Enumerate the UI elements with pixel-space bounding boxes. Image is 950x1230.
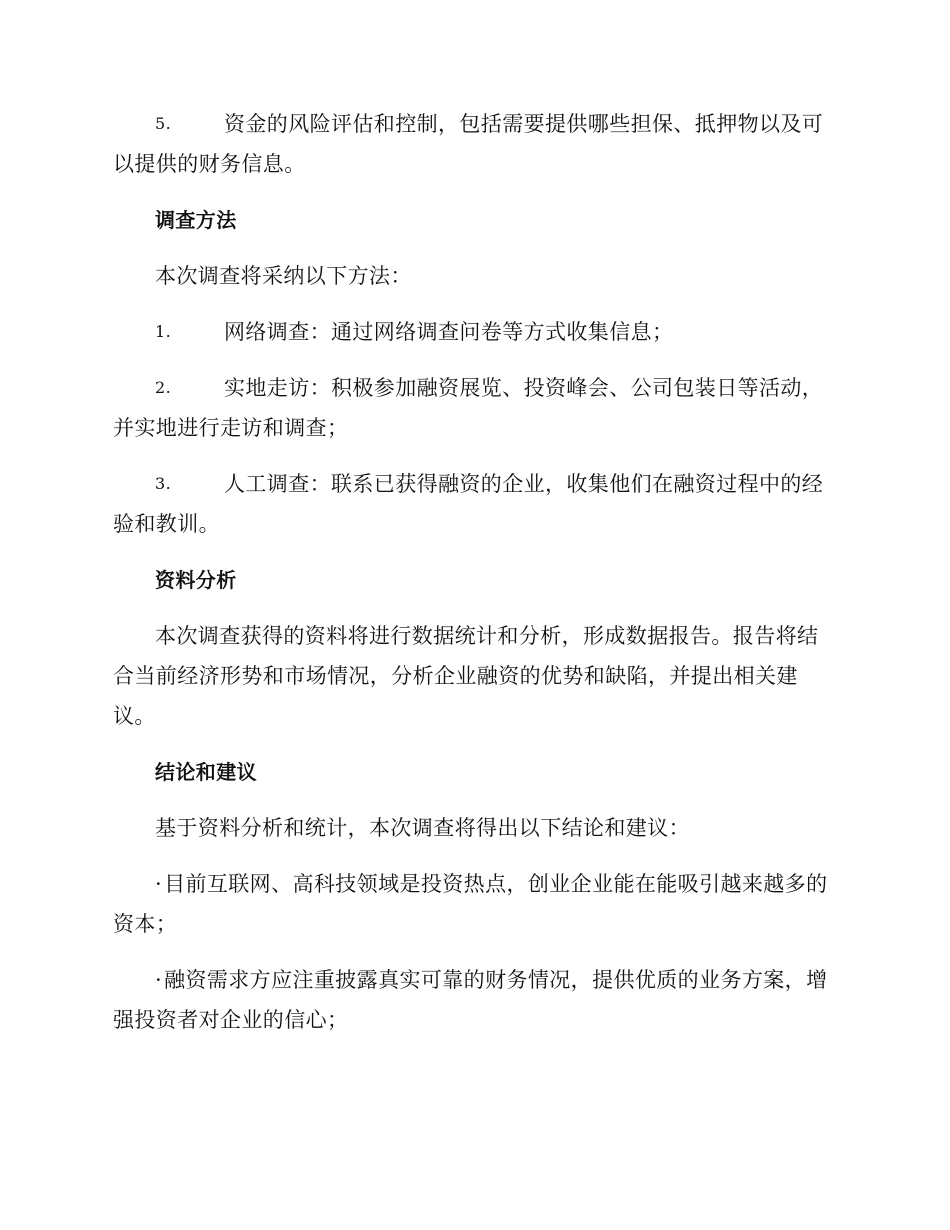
section-heading-methods: 调查方法: [155, 208, 237, 232]
item-number: 2.: [155, 378, 172, 397]
numbered-item-2: [113, 368, 835, 448]
numbered-item-1: [113, 312, 835, 352]
section-heading-conclusions: 结论和建议: [155, 760, 257, 784]
numbered-item-3: [113, 464, 835, 544]
bullet-marker: ·: [155, 872, 163, 896]
item-number: 5.: [155, 114, 172, 133]
bullet-item-1: [113, 864, 835, 944]
item-number: 3.: [155, 474, 172, 493]
methods-intro: 本次调查将采纳以下方法：: [155, 264, 412, 288]
document-body: [113, 104, 835, 1056]
item-number: 1.: [155, 322, 172, 341]
analysis-body: 本次调查获得的资料将进行数据统计和分析，形成数据报告。报告将结合当前经济形势和市场情况，分析企业融资的优势和缺陷，并提出相关建议。: [113, 624, 819, 728]
item-text: 人工调查：联系已获得融资的企业，收集他们在融资过程中的经验和教训。: [113, 472, 824, 536]
section-heading-analysis: 资料分析: [155, 568, 237, 592]
numbered-item-5: [113, 104, 835, 184]
item-text: 实地走访：积极参加融资展览、投资峰会、公司包装日等活动，并实地进行走访和调查；: [113, 376, 824, 440]
conclusions-intro: 基于资料分析和统计，本次调查将得出以下结论和建议：: [155, 816, 690, 840]
bullet-marker: ·: [155, 968, 163, 992]
bullet-item-2: [113, 960, 835, 1040]
item-text: 资金的风险评估和控制，包括需要提供哪些担保、抵押物以及可以提供的财务信息。: [113, 112, 824, 176]
bullet-text: 目前互联网、高科技领域是投资热点，创业企业能在能吸引越来越多的资本；: [113, 872, 828, 936]
item-text: 网络调查：通过网络调查问卷等方式收集信息；: [224, 320, 674, 344]
bullet-text: 融资需求方应注重披露真实可靠的财务情况，提供优质的业务方案，增强投资者对企业的信心；: [113, 968, 828, 1032]
